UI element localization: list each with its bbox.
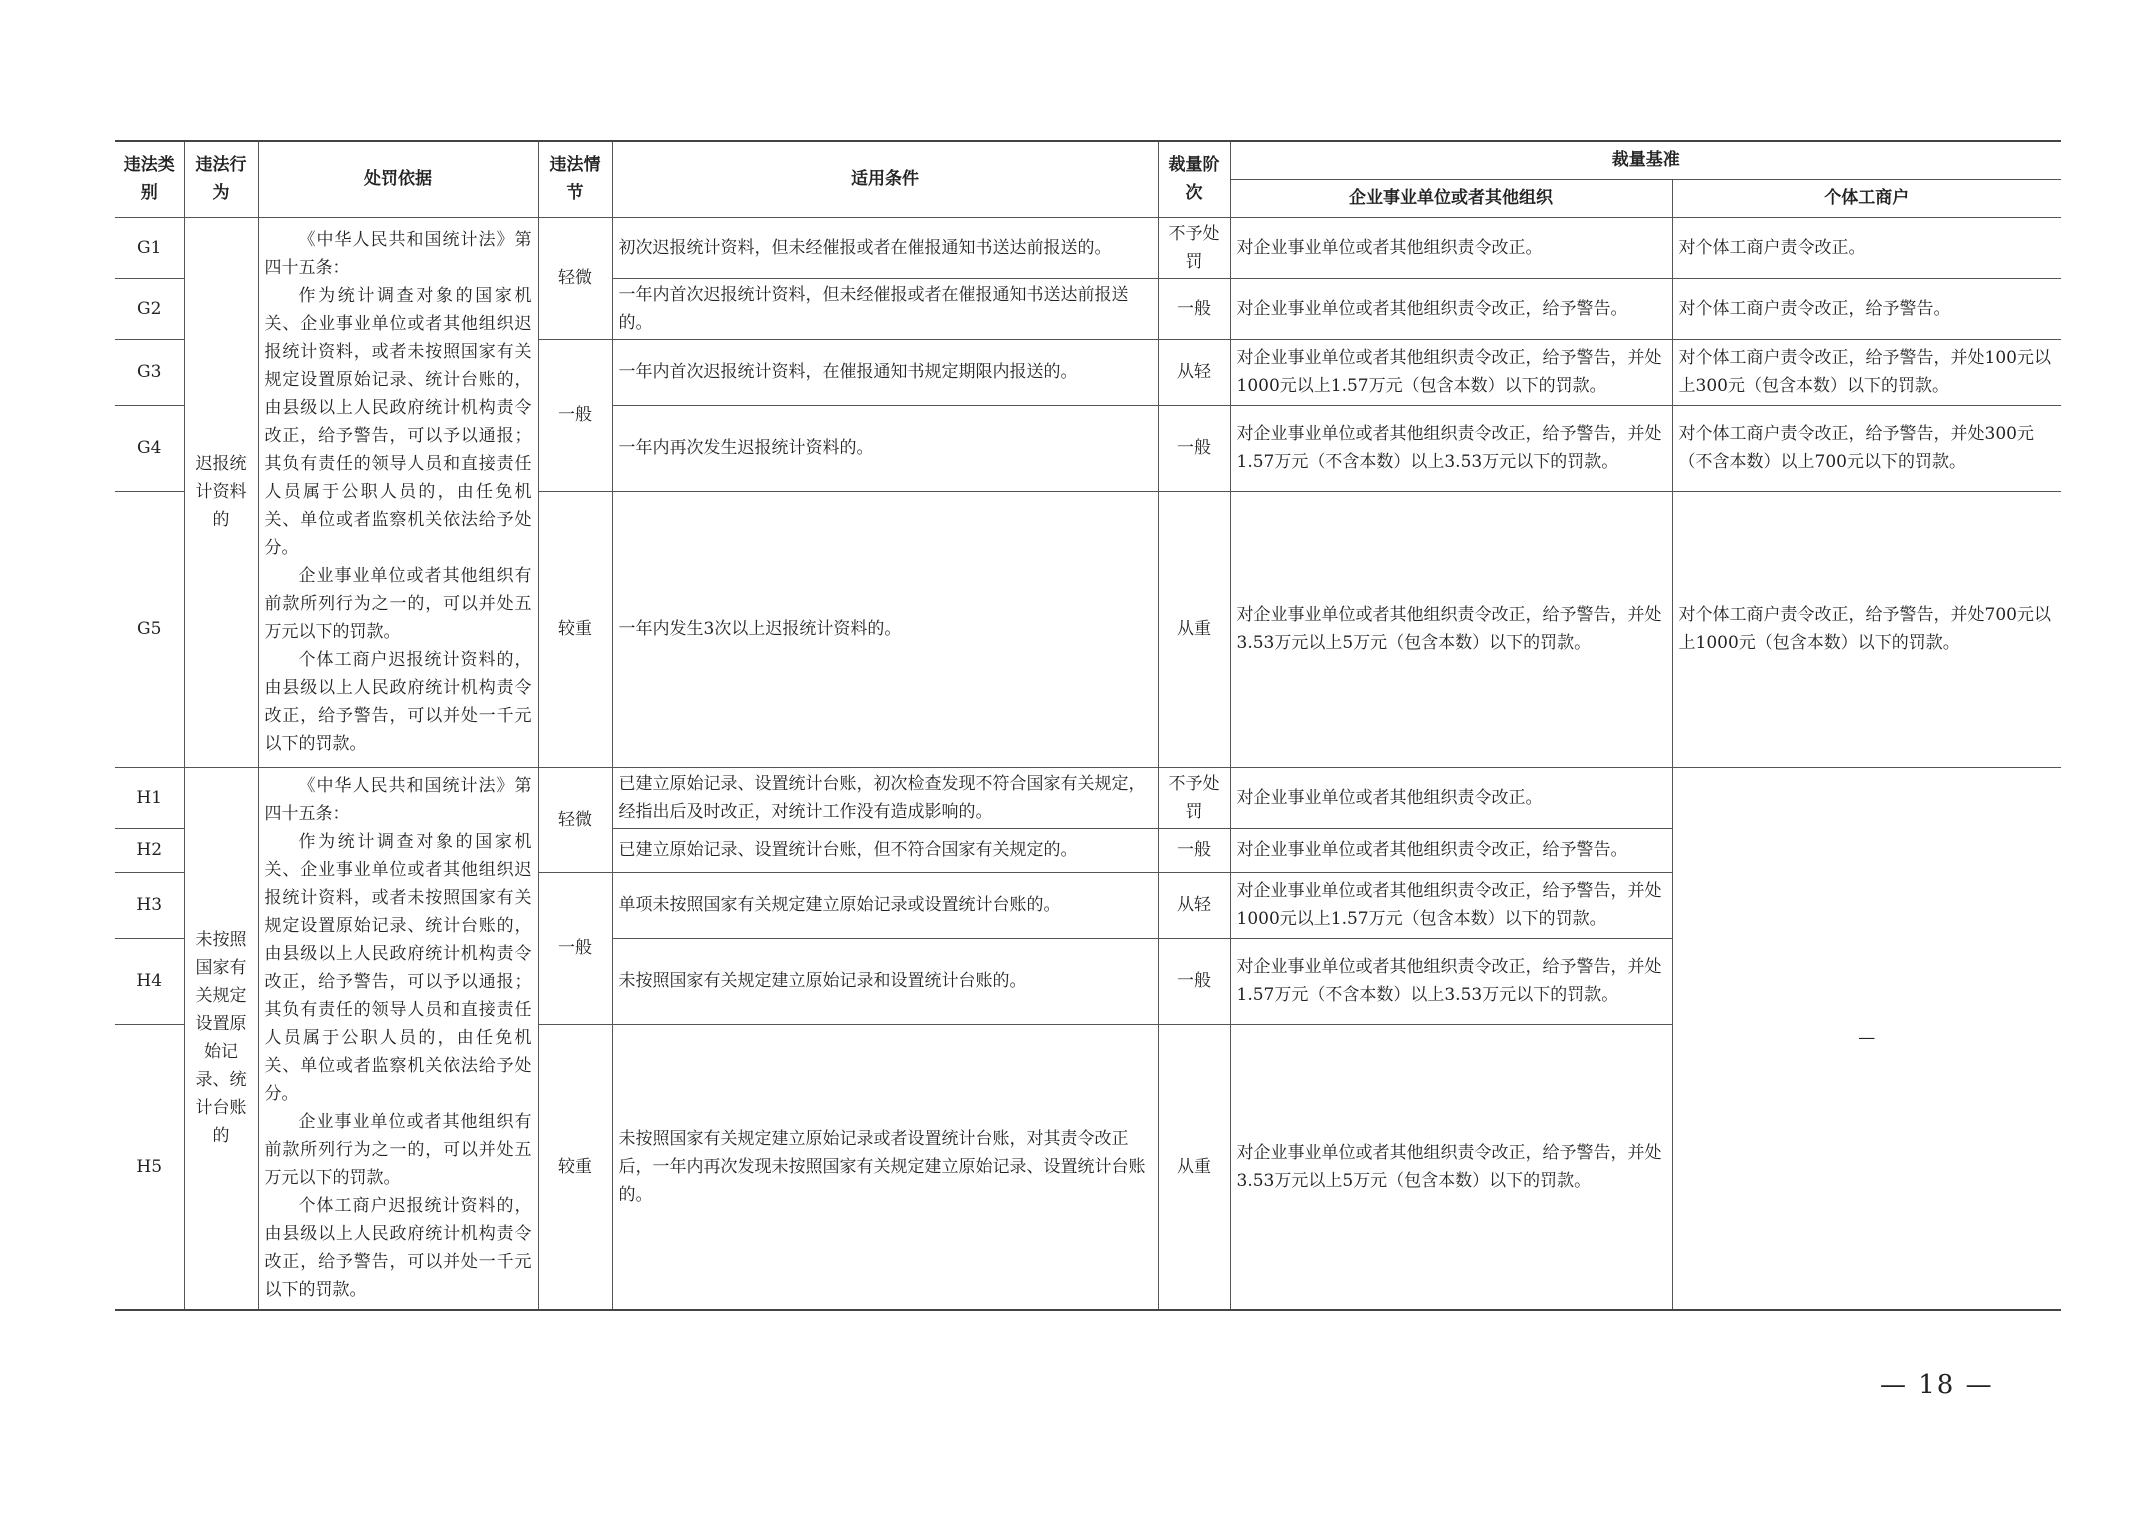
enterprise-cell: 对企业事业单位或者其他组织责令改正，给予警告，并处1.57万元（不含本数）以上3.53万元以下的罚款。 bbox=[1230, 405, 1672, 491]
row-code: H2 bbox=[115, 828, 184, 872]
header-circumstance: 违法情节 bbox=[538, 141, 612, 217]
individual-cell: 对个体工商户责令改正，给予警告，并处300元（不含本数）以上700元以下的罚款。 bbox=[1672, 405, 2061, 491]
page-number: — 18 — bbox=[1880, 1370, 1994, 1400]
condition-cell: 一年内首次迟报统计资料，在催报通知书规定期限内报送的。 bbox=[612, 339, 1158, 405]
individual-cell: 对个体工商户责令改正，给予警告，并处700元以上1000元（包含本数）以下的罚款。 bbox=[1672, 491, 2061, 767]
table-row bbox=[115, 767, 2061, 828]
basis-paragraph: 企业事业单位或者其他组织有前款所列行为之一的，可以并处五万元以下的罚款。 bbox=[264, 566, 532, 642]
header-behavior: 违法行为 bbox=[184, 141, 258, 217]
individual-cell: 对个体工商户责令改正。 bbox=[1672, 217, 2061, 278]
basis-law-title: 《中华人民共和国统计法》第四十五条： bbox=[264, 230, 532, 278]
table-row bbox=[115, 217, 2061, 278]
behavior-cell: 迟报统计资料的 bbox=[184, 217, 258, 767]
basis-paragraph: 作为统计调查对象的国家机关、企业事业单位或者其他组织迟报统计资料，或者未按照国家有关规定设置原始记录、统计台账的，由县级以上人民政府统计机构责令改正，给予警告，可以予以通报；其负有责任的领导人员和直接责任人员属于公职人员的，由任免机关、单位或者监察机关依法给予处分。 bbox=[264, 832, 532, 1105]
level-cell: 一般 bbox=[1158, 278, 1230, 339]
basis-paragraph: 个体工商户迟报统计资料的，由县级以上人民政府统计机构责令改正，给予警告，可以并处一千元以下的罚款。 bbox=[264, 650, 532, 754]
header-standard: 裁量基准 bbox=[1230, 141, 2061, 179]
level-cell: 从重 bbox=[1158, 1024, 1230, 1310]
penalty-basis-cell bbox=[258, 767, 538, 1310]
enterprise-cell: 对企业事业单位或者其他组织责令改正，给予警告。 bbox=[1230, 828, 1672, 872]
individual-cell: 对个体工商户责令改正，给予警告。 bbox=[1672, 278, 2061, 339]
level-cell: 一般 bbox=[1158, 938, 1230, 1024]
level-cell: 从轻 bbox=[1158, 872, 1230, 938]
penalty-discretion-table bbox=[115, 140, 2061, 1311]
row-code: H4 bbox=[115, 938, 184, 1024]
condition-cell: 一年内发生3次以上迟报统计资料的。 bbox=[612, 491, 1158, 767]
condition-cell: 已建立原始记录、设置统计台账，初次检查发现不符合国家有关规定，经指出后及时改正，对统计工作没有造成影响的。 bbox=[612, 767, 1158, 828]
condition-cell: 未按照国家有关规定建立原始记录或者设置统计台账，对其责令改正后，一年内再次发现未按照国家有关规定建立原始记录、设置统计台账的。 bbox=[612, 1024, 1158, 1310]
condition-cell: 已建立原始记录、设置统计台账，但不符合国家有关规定的。 bbox=[612, 828, 1158, 872]
row-code: G2 bbox=[115, 278, 184, 339]
enterprise-cell: 对企业事业单位或者其他组织责令改正，给予警告，并处1.57万元（不含本数）以上3.53万元以下的罚款。 bbox=[1230, 938, 1672, 1024]
penalty-basis-cell bbox=[258, 217, 538, 767]
row-code: H3 bbox=[115, 872, 184, 938]
enterprise-cell: 对企业事业单位或者其他组织责令改正，给予警告，并处3.53万元以上5万元（包含本数）以下的罚款。 bbox=[1230, 1024, 1672, 1310]
level-cell: 不予处罚 bbox=[1158, 767, 1230, 828]
circumstance-cell: 轻微 bbox=[538, 767, 612, 872]
circumstance-cell: 一般 bbox=[538, 339, 612, 491]
header-level: 裁量阶次 bbox=[1158, 141, 1230, 217]
row-code: G4 bbox=[115, 405, 184, 491]
header-category: 违法类别 bbox=[115, 141, 184, 217]
condition-cell: 一年内再次发生迟报统计资料的。 bbox=[612, 405, 1158, 491]
level-cell: 从轻 bbox=[1158, 339, 1230, 405]
individual-cell: 对个体工商户责令改正，给予警告，并处100元以上300元（包含本数）以下的罚款。 bbox=[1672, 339, 2061, 405]
enterprise-cell: 对企业事业单位或者其他组织责令改正，给予警告，并处1000元以上1.57万元（包含本数）以下的罚款。 bbox=[1230, 872, 1672, 938]
header-basis: 处罚依据 bbox=[258, 141, 538, 217]
enterprise-cell: 对企业事业单位或者其他组织责令改正，给予警告，并处1000元以上1.57万元（包含本数）以下的罚款。 bbox=[1230, 339, 1672, 405]
level-cell: 从重 bbox=[1158, 491, 1230, 767]
row-code: G1 bbox=[115, 217, 184, 278]
condition-cell: 单项未按照国家有关规定建立原始记录或设置统计台账的。 bbox=[612, 872, 1158, 938]
enterprise-cell: 对企业事业单位或者其他组织责令改正，给予警告。 bbox=[1230, 278, 1672, 339]
condition-cell: 初次迟报统计资料，但未经催报或者在催报通知书送达前报送的。 bbox=[612, 217, 1158, 278]
circumstance-cell: 一般 bbox=[538, 872, 612, 1024]
individual-cell: — bbox=[1672, 767, 2061, 1310]
circumstance-cell: 较重 bbox=[538, 491, 612, 767]
row-code: H5 bbox=[115, 1024, 184, 1310]
header-enterprise: 企业事业单位或者其他组织 bbox=[1230, 179, 1672, 217]
header-condition: 适用条件 bbox=[612, 141, 1158, 217]
basis-law-title: 《中华人民共和国统计法》第四十五条： bbox=[264, 776, 532, 825]
condition-cell: 未按照国家有关规定建立原始记录和设置统计台账的。 bbox=[612, 938, 1158, 1024]
level-cell: 一般 bbox=[1158, 405, 1230, 491]
level-cell: 一般 bbox=[1158, 828, 1230, 872]
row-code: G5 bbox=[115, 491, 184, 767]
level-cell: 不予处罚 bbox=[1158, 217, 1230, 278]
enterprise-cell: 对企业事业单位或者其他组织责令改正，给予警告，并处3.53万元以上5万元（包含本数）以下的罚款。 bbox=[1230, 491, 1672, 767]
row-code: H1 bbox=[115, 767, 184, 828]
circumstance-cell: 轻微 bbox=[538, 217, 612, 339]
enterprise-cell: 对企业事业单位或者其他组织责令改正。 bbox=[1230, 217, 1672, 278]
behavior-cell: 未按照国家有关规定设置原始记录、统计台账的 bbox=[184, 767, 258, 1310]
basis-paragraph: 企业事业单位或者其他组织有前款所列行为之一的，可以并处五万元以下的罚款。 bbox=[264, 1112, 532, 1189]
circumstance-cell: 较重 bbox=[538, 1024, 612, 1310]
row-code: G3 bbox=[115, 339, 184, 405]
header-individual: 个体工商户 bbox=[1672, 179, 2061, 217]
condition-cell: 一年内首次迟报统计资料，但未经催报或者在催报通知书送达前报送的。 bbox=[612, 278, 1158, 339]
basis-paragraph: 个体工商户迟报统计资料的，由县级以上人民政府统计机构责令改正，给予警告，可以并处一千元以下的罚款。 bbox=[264, 1196, 532, 1301]
basis-paragraph: 作为统计调查对象的国家机关、企业事业单位或者其他组织迟报统计资料，或者未按照国家有关规定设置原始记录、统计台账的，由县级以上人民政府统计机构责令改正，给予警告，可以予以通报；其负有责任的领导人员和直接责任人员属于公职人员的，由任免机关、单位或者监察机关依法给予处分。 bbox=[264, 286, 532, 558]
enterprise-cell: 对企业事业单位或者其他组织责令改正。 bbox=[1230, 767, 1672, 828]
